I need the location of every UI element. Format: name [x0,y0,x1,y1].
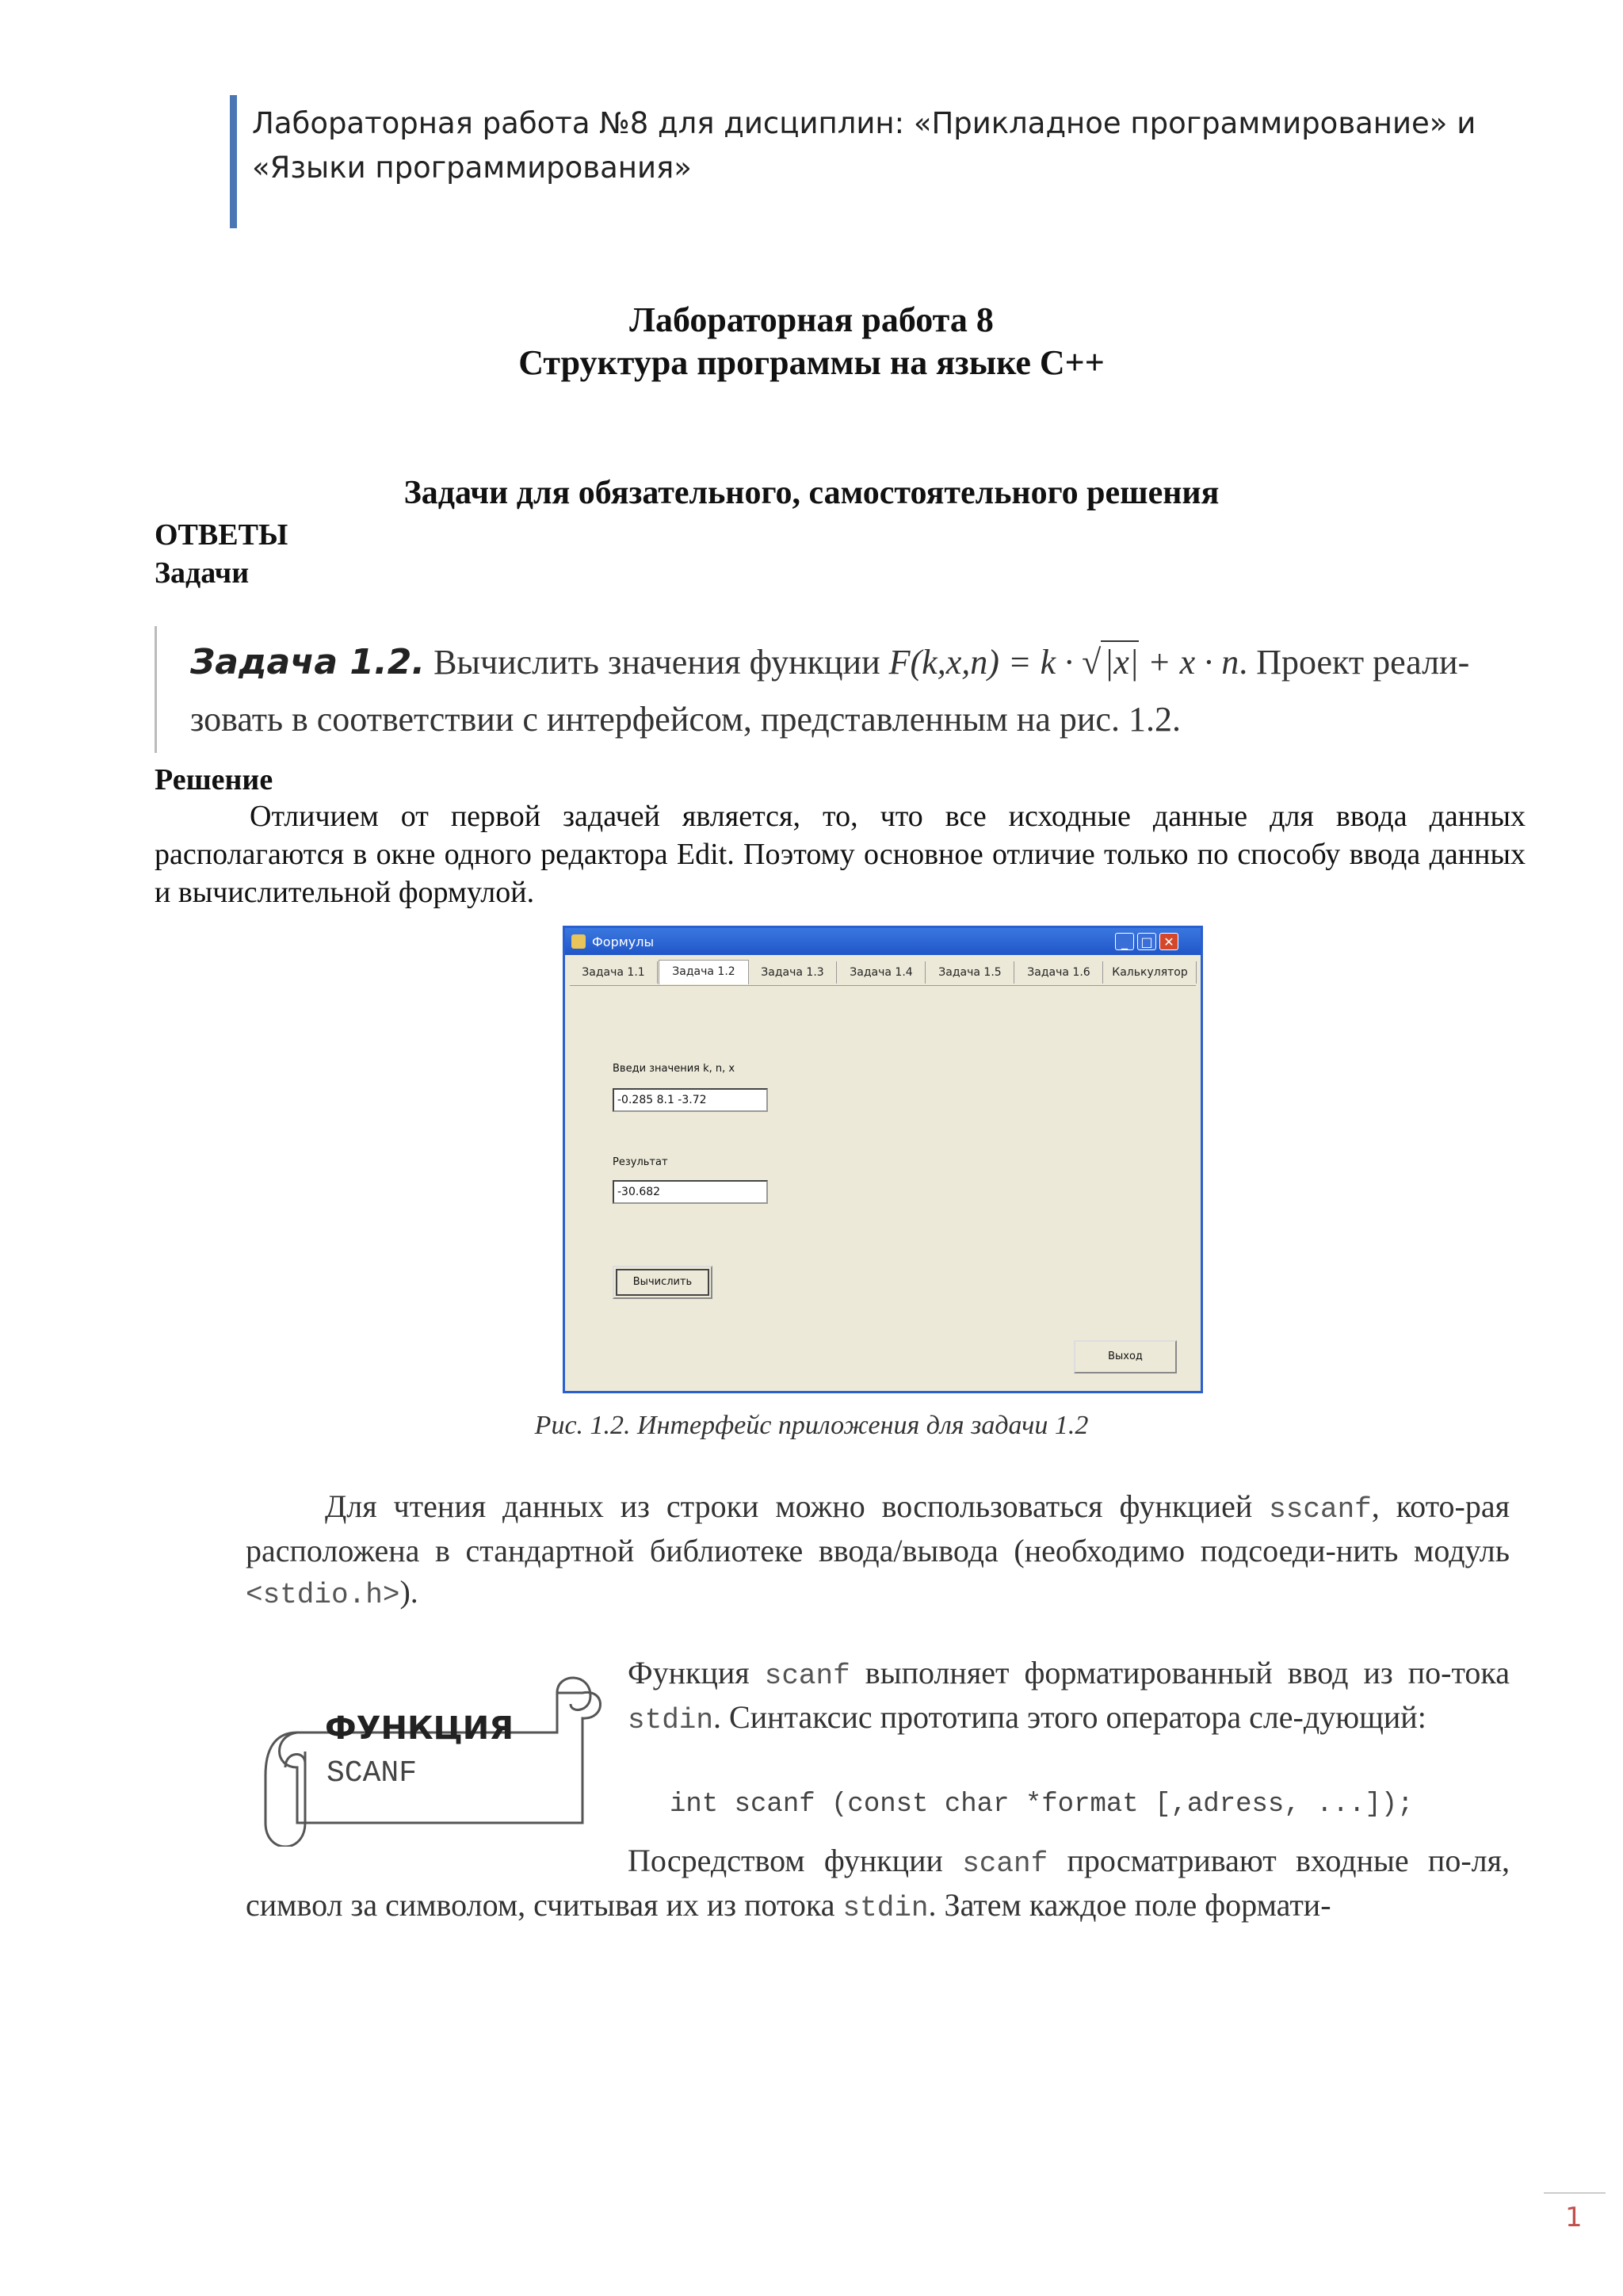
tab-task-1-2[interactable]: Задача 1.2 [659,960,749,984]
stdin-code: stdin [628,1704,714,1736]
last-text-1: Посредством функции [628,1843,963,1878]
tab-task-1-6[interactable]: Задача 1.6 [1015,961,1103,984]
scroll-title: ФУНКЦИЯ [325,1710,514,1747]
stdio-code: <stdio.h> [246,1579,400,1611]
maximize-button[interactable]: □ [1137,933,1156,950]
values-input[interactable]: -0.285 8.1 -3.72 [613,1088,768,1112]
tab-task-1-1[interactable]: Задача 1.1 [570,961,658,984]
result-field[interactable]: -30.682 [613,1180,768,1204]
sscanf-text-3: ). [399,1574,418,1610]
header-accent-bar [230,95,237,228]
sscanf-text-1: Для чтения данных из строки можно воспользоваться функцией [325,1488,1270,1524]
tab-task-1-5[interactable]: Задача 1.5 [926,961,1014,984]
scanf-text-3: . Синтаксис прототипа этого оператора сле-дующий: [713,1699,1426,1735]
scanf-description-paragraph [246,1840,1510,1929]
scanf-text-2: выполняет форматированный ввод из по-тока [850,1655,1510,1690]
calculate-button[interactable]: Вычислить [613,1266,712,1299]
values-label: Введи значения k, n, x [613,1063,735,1075]
figure-caption: Рис. 1.2. Интерфейс приложения для задачи 1.2 [534,1411,1089,1440]
task-text-end: . Проект реали- [1239,643,1470,682]
last-stdin-code: stdin [842,1892,929,1924]
app-icon [571,934,586,949]
page-number-rule [1544,2192,1606,2194]
minimize-button[interactable]: _ [1115,933,1134,950]
formulas-window [563,926,1203,1393]
scroll-banner-icon [258,1656,606,1847]
page-number: 1 [1565,2202,1583,2233]
last-text-2: просматривают входные по-ля, символ за символом, считывая их из потока [246,1843,1510,1923]
tab-task-1-3[interactable]: Задача 1.3 [749,961,837,984]
formula-sqrt-arg: |x| [1101,640,1139,682]
close-button[interactable]: ✕ [1159,933,1178,950]
task-formula [889,643,1239,682]
lab-topic: Структура программы на языке C++ [518,343,1105,382]
scanf-text-1: Функция [628,1655,765,1690]
task-statement-line-1 [190,640,1537,682]
scanf-prototype: int scanf (const char *format [,adress, ...]); [670,1790,1414,1820]
formula-right: + x · n [1138,643,1239,682]
solution-body: Отличием от первой задачей является, то, что все исходные данные для ввода данных располагаются в окне одного редактора Edit. Поэтому основное отличие только по способу ввода данных и вычислительной формулой. [155,800,1526,909]
formula-left: F(k,x,n) = k · √ [888,643,1102,682]
lab-title: Лабораторная работа 8 [629,300,994,339]
last-scanf-code: scanf [962,1847,1048,1880]
scanf-paragraph [628,1652,1510,1741]
sscanf-code: sscanf [1269,1493,1372,1526]
exit-button[interactable]: Выход [1074,1340,1177,1373]
solution-label: Решение [155,763,273,797]
window-title: Формулы [592,934,655,949]
task-statement-line-2: зовать в соответствии с интерфейсом, представленным на рис. 1.2. [190,700,1181,739]
tab-task-1-4[interactable]: Задача 1.4 [838,961,926,984]
scroll-subtitle: SCANF [327,1756,418,1790]
task-number: Задача 1.2. [190,642,426,682]
sscanf-paragraph [246,1486,1510,1616]
page-header: Лабораторная работа №8 для дисциплин: «Прикладное программирование» и «Языки программирования» [252,106,1476,185]
answers-label: ОТВЕТЫ [155,518,288,552]
result-label: Результат [613,1156,668,1168]
task-text: Вычислить значения функции [425,643,889,682]
last-text-3: . Затем каждое поле формати- [928,1887,1331,1923]
tab-calculator[interactable]: Калькулятор [1104,961,1197,984]
scanf-code: scanf [764,1660,850,1692]
tab-strip [570,961,1196,986]
window-title-bar [565,928,1201,955]
tasks-label: Задачи [155,556,250,590]
section-title: Задачи для обязательного, самостоятельного решения [403,475,1220,511]
sscanf-text-2: , кото-рая расположена в стандартной библиотеке ввода/вывода (необходимо подсоеди-нить модуль [246,1488,1510,1568]
solution-text [155,797,1526,911]
